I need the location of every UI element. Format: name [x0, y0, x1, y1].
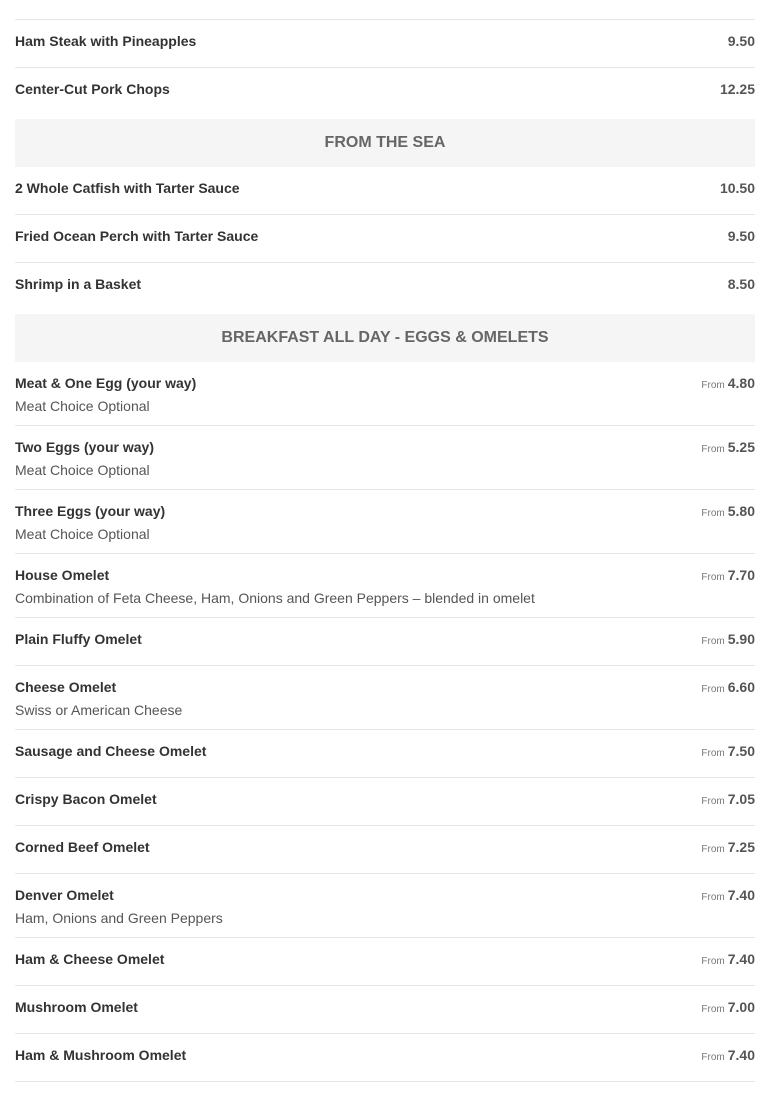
menu-item-price: 5.80	[727, 503, 755, 519]
from-label: From	[701, 956, 725, 967]
menu-item-price-wrap	[701, 874, 755, 906]
menu-item-info	[15, 426, 154, 478]
menu-item-price: 8.50	[727, 276, 755, 292]
menu-item	[15, 20, 755, 68]
menu-item-price: 7.40	[727, 1047, 755, 1063]
from-label: From	[701, 844, 725, 855]
menu-item-info	[15, 1034, 186, 1063]
menu-item-name: Three Eggs (your way)	[15, 503, 166, 519]
menu-item-description: Meat Choice Optional	[15, 398, 150, 414]
menu-item-info	[15, 68, 170, 97]
menu-item-price: 9.50	[727, 33, 755, 49]
menu-item	[15, 666, 755, 730]
menu-item-name: Ham Steak with Pineapples	[15, 33, 197, 49]
menu-item-price-wrap	[701, 1034, 755, 1066]
menu-item-info	[15, 730, 206, 759]
menu-item	[15, 426, 755, 490]
menu-item-price-wrap	[701, 986, 755, 1018]
menu-item	[15, 167, 755, 215]
from-label: From	[701, 380, 725, 391]
menu-item	[15, 1034, 755, 1082]
menu-item-price: 7.70	[727, 567, 755, 583]
menu-list	[15, 0, 755, 1082]
menu-item-price-wrap	[701, 362, 755, 394]
menu-item-name: Fried Ocean Perch with Tarter Sauce	[15, 228, 259, 244]
menu-item-price-wrap	[728, 215, 755, 245]
menu-section	[15, 0, 755, 116]
menu-item-info	[15, 778, 157, 807]
menu-item-name: Ham & Mushroom Omelet	[15, 1047, 187, 1063]
menu-item	[15, 490, 755, 554]
menu-item-name: Denver Omelet	[15, 887, 114, 903]
menu-item-price-wrap	[701, 426, 755, 458]
menu-item	[15, 986, 755, 1034]
menu-item-price: 5.90	[727, 631, 755, 647]
from-label: From	[701, 1004, 725, 1015]
menu-item	[15, 826, 755, 874]
menu-item-description: Meat Choice Optional	[15, 526, 150, 542]
menu-item-name: Crispy Bacon Omelet	[15, 791, 157, 807]
menu-item	[15, 618, 755, 666]
menu-item-name: House Omelet	[15, 567, 110, 583]
section-header: FROM THE SEA	[15, 119, 755, 167]
menu-item-price: 10.50	[719, 180, 755, 196]
menu-item-info	[15, 826, 150, 855]
menu-item-description: Swiss or American Cheese	[15, 702, 183, 718]
menu-item-name: Plain Fluffy Omelet	[15, 631, 142, 647]
menu-item-info	[15, 618, 142, 647]
menu-item-description: Combination of Feta Cheese, Ham, Onions and Green Peppers – blended in omelet	[15, 590, 535, 606]
menu-item-description: Meat Choice Optional	[15, 462, 150, 478]
from-label: From	[701, 748, 725, 759]
menu-item-name: Cheese Omelet	[15, 679, 117, 695]
from-label: From	[701, 636, 725, 647]
menu-item-name: Mushroom Omelet	[15, 999, 138, 1015]
menu-item-info	[15, 938, 164, 967]
menu-item-price-wrap	[701, 490, 755, 522]
from-label: From	[701, 892, 725, 903]
menu-item-name: Meat & One Egg (your way)	[15, 375, 197, 391]
menu-item-price-wrap	[701, 938, 755, 970]
menu-item-price-wrap	[701, 826, 755, 858]
menu-item-info	[15, 167, 240, 196]
menu-item-price: 5.25	[727, 439, 755, 455]
menu-item-price-wrap	[701, 618, 755, 650]
menu-item-price-wrap	[701, 730, 755, 762]
menu-item	[15, 0, 755, 20]
menu-item-info	[15, 20, 196, 49]
menu-item-name: Two Eggs (your way)	[15, 439, 154, 455]
menu-item	[15, 362, 755, 426]
from-label: From	[701, 796, 725, 807]
menu-item-price-wrap	[701, 554, 755, 586]
menu-item-price: 7.50	[727, 743, 755, 759]
from-label: From	[701, 444, 725, 455]
menu-item-info	[15, 263, 141, 292]
menu-item-price: 12.25	[719, 81, 755, 97]
menu-item-description: Ham, Onions and Green Peppers	[15, 910, 223, 926]
menu-item-price-wrap	[728, 263, 755, 293]
menu-item-info	[15, 874, 223, 926]
menu-item-price: 4.80	[727, 375, 755, 391]
section-header: BREAKFAST ALL DAY - EGGS & OMELETS	[15, 314, 755, 362]
menu-item	[15, 215, 755, 263]
from-label: From	[701, 572, 725, 583]
menu-item-name: Shrimp in a Basket	[15, 276, 142, 292]
from-label: From	[701, 508, 725, 519]
menu-item-info	[15, 666, 182, 718]
menu-item-name: Corned Beef Omelet	[15, 839, 150, 855]
menu-item-price: 7.00	[727, 999, 755, 1015]
menu-item-name: 2 Whole Catfish with Tarter Sauce	[15, 180, 240, 196]
menu-item-price: 6.60	[727, 679, 755, 695]
menu-item	[15, 68, 755, 116]
menu-item-info	[15, 362, 196, 414]
from-label: From	[701, 684, 725, 695]
menu-item-price-wrap	[720, 68, 755, 98]
menu-item-price: 7.40	[727, 951, 755, 967]
menu-item-price: 7.40	[727, 887, 755, 903]
menu-item-price-wrap	[701, 666, 755, 698]
menu-item-name: Center-Cut Pork Chops	[15, 81, 170, 97]
menu-item-name: Sausage and Cheese Omelet	[15, 743, 207, 759]
menu-item	[15, 554, 755, 618]
menu-item-price: 7.25	[727, 839, 755, 855]
menu-section	[15, 119, 755, 311]
menu-item-info	[15, 554, 535, 606]
menu-item-info	[15, 986, 138, 1015]
menu-item-info	[15, 490, 165, 542]
menu-section	[15, 314, 755, 1082]
menu-item-price-wrap	[701, 778, 755, 810]
menu-item-name: Ham & Cheese Omelet	[15, 951, 165, 967]
menu-item-price-wrap	[720, 167, 755, 197]
menu-item	[15, 778, 755, 826]
menu-item-info	[15, 215, 258, 244]
menu-item	[15, 263, 755, 311]
menu-item-price-wrap	[728, 20, 755, 50]
menu-item	[15, 874, 755, 938]
menu-item-price: 7.05	[727, 791, 755, 807]
from-label: From	[701, 1052, 725, 1063]
menu-item	[15, 730, 755, 778]
menu-item-price: 9.50	[727, 228, 755, 244]
menu-item	[15, 938, 755, 986]
